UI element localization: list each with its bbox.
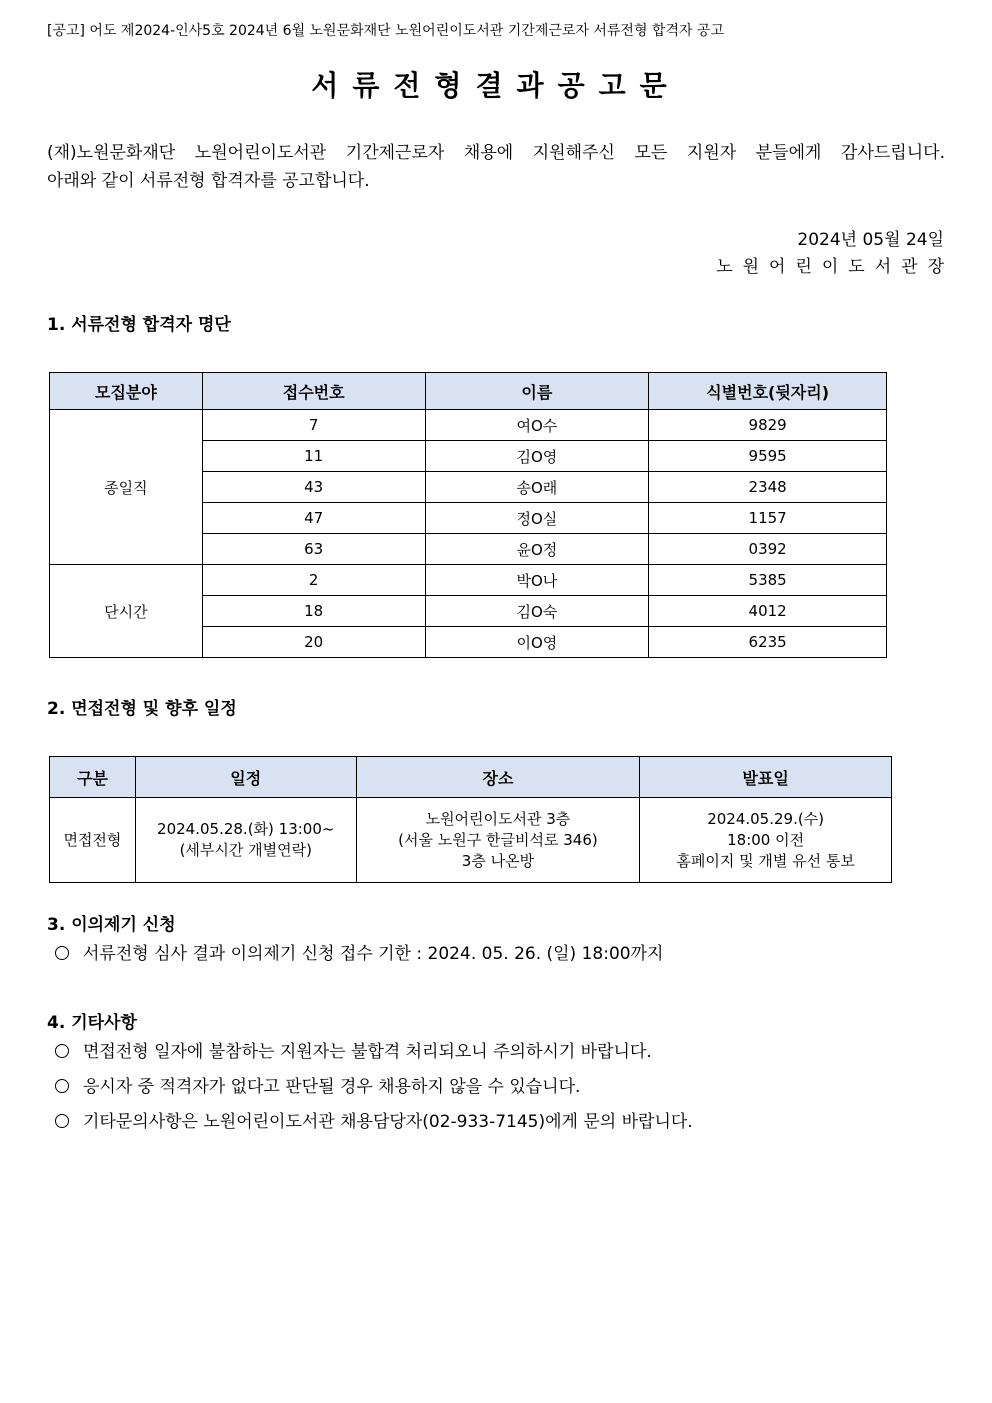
- intro-word: 지원자: [686, 143, 737, 163]
- column-header: 구분: [50, 757, 136, 798]
- column-header: 접수번호: [202, 373, 425, 410]
- table-row: [50, 565, 887, 596]
- applicant-name-cell: 송O래: [425, 472, 649, 503]
- cell-line: 2024.05.28.(화) 13:00~: [157, 820, 335, 838]
- id-number-cell: 1157: [649, 503, 887, 534]
- application-number-cell: 2: [202, 565, 425, 596]
- table-row: [50, 798, 892, 883]
- application-number-cell: 11: [202, 441, 425, 472]
- cell-line: (서울 노원구 한글비석로 346): [398, 830, 598, 849]
- intro-word: 지원해주신: [532, 143, 615, 163]
- applicant-name-cell: 윤O정: [425, 534, 649, 565]
- document-header-line: [공고] 어도 제2024-인사5호 2024년 6월 노원문화재단 노원어린이도서관 기간제근로자 서류전형 합격자 공고: [47, 23, 724, 39]
- section-2-heading: 2. 면접전형 및 향후 일정: [47, 699, 237, 719]
- column-header: 이름: [425, 373, 649, 410]
- table-header-row: [50, 757, 892, 798]
- id-number-cell: 9595: [649, 441, 887, 472]
- application-number-cell: 47: [202, 503, 425, 534]
- interview-type-cell: 면접전형: [50, 798, 136, 883]
- column-header: 발표일: [640, 757, 892, 798]
- application-number-cell: 18: [202, 596, 425, 627]
- id-number-cell: 0392: [649, 534, 887, 565]
- applicant-name-cell: 김O영: [425, 441, 649, 472]
- id-number-cell: 6235: [649, 627, 887, 658]
- interview-schedule-table: [49, 756, 892, 883]
- application-number-cell: 7: [202, 410, 425, 441]
- interview-place-cell: [356, 798, 640, 883]
- column-header: 식별번호(뒷자리): [649, 373, 887, 410]
- intro-word: 노원어린이도서관: [194, 143, 327, 163]
- announcement-cell: [640, 798, 892, 883]
- applicant-name-cell: 이O영: [425, 627, 649, 658]
- circle-bullet-icon: [55, 1079, 69, 1093]
- recruitment-field-cell: 종일직: [50, 410, 203, 565]
- applicant-name-cell: 여O수: [425, 410, 649, 441]
- column-header: 일정: [135, 757, 356, 798]
- intro-line-2: 아래와 같이 서류전형 합격자를 공고합니다.: [47, 171, 370, 191]
- notice-date: 2024년 05월 24일: [797, 230, 944, 250]
- application-number-cell: 63: [202, 534, 425, 565]
- intro-word: 채용에: [463, 143, 514, 163]
- applicant-name-cell: 박O나: [425, 565, 649, 596]
- cell-line: 2024.05.29.(수): [707, 809, 825, 828]
- circle-bullet-icon: [55, 1044, 69, 1058]
- applicant-name-cell: 김O숙: [425, 596, 649, 627]
- section-1-heading: 1. 서류전형 합격자 명단: [47, 315, 231, 335]
- list-item-text: 기타문의사항은 노원어린이도서관 채용담당자(02-933-7145)에게 문의 바랍니다.: [83, 1112, 693, 1132]
- column-header: 모집분야: [50, 373, 203, 410]
- cell-line: 노원어린이도서관 3층: [425, 809, 571, 828]
- circle-bullet-icon: [55, 946, 69, 960]
- section-3-heading: 3. 이의제기 신청: [47, 915, 176, 935]
- list-item: [55, 1037, 652, 1062]
- applicant-name-cell: 정O실: [425, 503, 649, 534]
- id-number-cell: 5385: [649, 565, 887, 596]
- application-number-cell: 20: [202, 627, 425, 658]
- recruitment-field-cell: 단시간: [50, 565, 203, 658]
- intro-word: 분들에게: [755, 143, 822, 163]
- cell-line: 3층 나온방: [461, 851, 535, 870]
- id-number-cell: 2348: [649, 472, 887, 503]
- intro-word: 모든: [634, 143, 668, 163]
- list-item-text: 서류전형 심사 결과 이의제기 신청 접수 기한 : 2024. 05. 26. (일) 18:00까지: [83, 944, 664, 964]
- list-item-text: 면접전형 일자에 불참하는 지원자는 불합격 처리되오니 주의하시기 바랍니다.: [83, 1042, 652, 1062]
- list-item: [55, 939, 663, 964]
- cell-line: (세부시간 개별연락): [179, 841, 312, 859]
- intro-line-1: [47, 139, 945, 167]
- table-header-row: [50, 373, 887, 410]
- interview-schedule-cell: [135, 798, 356, 883]
- intro-word: 감사드립니다.: [841, 143, 945, 163]
- passed-applicants-table: [49, 372, 887, 658]
- column-header: 장소: [356, 757, 640, 798]
- id-number-cell: 9829: [649, 410, 887, 441]
- intro-word: (재)노원문화재단: [47, 143, 176, 163]
- table-row: [50, 410, 887, 441]
- intro-paragraph: [47, 139, 945, 195]
- cell-line: 18:00 이전: [727, 830, 805, 849]
- list-item-text: 응시자 중 적격자가 없다고 판단될 경우 채용하지 않을 수 있습니다.: [83, 1077, 581, 1097]
- list-item: [55, 1107, 693, 1132]
- issuer-signature: 노원어린이도서관장: [716, 257, 954, 277]
- intro-word: 기간제근로자: [345, 143, 445, 163]
- application-number-cell: 43: [202, 472, 425, 503]
- id-number-cell: 4012: [649, 596, 887, 627]
- cell-line: 홈페이지 및 개별 유선 통보: [676, 851, 855, 870]
- page-title: 서류전형결과공고문: [311, 69, 681, 102]
- circle-bullet-icon: [55, 1114, 69, 1128]
- list-item: [55, 1072, 580, 1097]
- section-4-heading: 4. 기타사항: [47, 1013, 137, 1033]
